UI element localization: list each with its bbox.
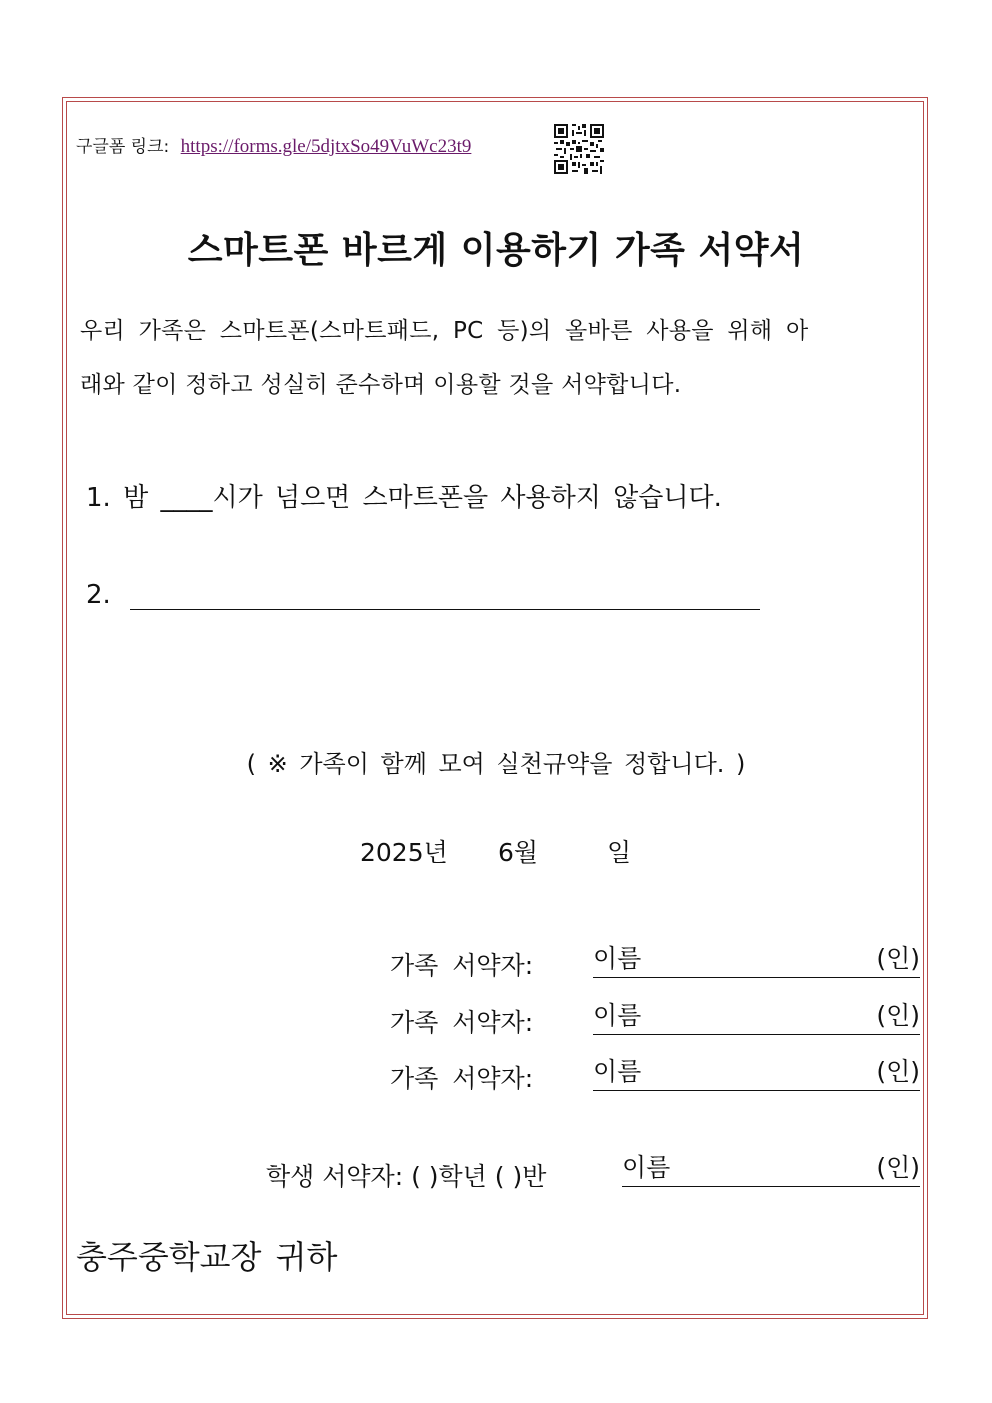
student-signer-line[interactable] (622, 1152, 920, 1187)
family-signer-seal-3: (인) (876, 1057, 920, 1086)
form-link-url[interactable]: https://forms.gle/5djtxSo49VuWc23t9 (180, 136, 472, 157)
date-month: 6월 (498, 838, 539, 867)
family-signer-seal-1: (인) (876, 944, 920, 973)
intro-line-1: 우리 가족은 스마트폰(스마트패드, PC 등)의 올바른 사용을 위해 아 (80, 318, 809, 344)
student-signer-name: 이름 (622, 1153, 671, 1182)
rule-item-2-number: 2. (86, 580, 111, 610)
date-year: 2025년 (360, 838, 448, 867)
family-signer-line-1[interactable] (593, 943, 920, 978)
family-signer-label-3: 가족 서약자: (390, 1064, 534, 1093)
instruction-note: ( ※ 가족이 함께 모여 실천규약을 정합니다. ) (246, 750, 746, 778)
student-signer-label: 학생 서약자: ( )학년 ( )반 (266, 1162, 547, 1191)
document-title: 스마트폰 바르게 이용하기 가족 서약서 (187, 230, 805, 271)
rule-item-1: 1. 밤 ____시가 넘으면 스마트폰을 사용하지 않습니다. (86, 483, 722, 513)
student-signer-seal: (인) (876, 1153, 920, 1182)
family-signer-name-2: 이름 (593, 1001, 642, 1030)
intro-line-2: 래와 같이 정하고 성실히 준수하며 이용할 것을 서약합니다. (80, 372, 682, 398)
rule-item-2-blank-line[interactable] (130, 609, 760, 610)
family-signer-label-2: 가족 서약자: (390, 1008, 534, 1037)
form-link-label: 구글폼 링크: (76, 137, 170, 157)
family-signer-seal-2: (인) (876, 1001, 920, 1030)
page-border-inner (66, 101, 924, 1315)
form-link-row (76, 132, 471, 158)
qr-code-icon (554, 124, 604, 174)
family-signer-label-1: 가족 서약자: (390, 951, 534, 980)
date-day: 일 (607, 838, 632, 867)
addressee: 충주중학교장 귀하 (76, 1238, 338, 1276)
family-signer-line-2[interactable] (593, 1000, 920, 1035)
family-signer-line-3[interactable] (593, 1056, 920, 1091)
family-signer-name-3: 이름 (593, 1057, 642, 1086)
family-signer-name-1: 이름 (593, 944, 642, 973)
